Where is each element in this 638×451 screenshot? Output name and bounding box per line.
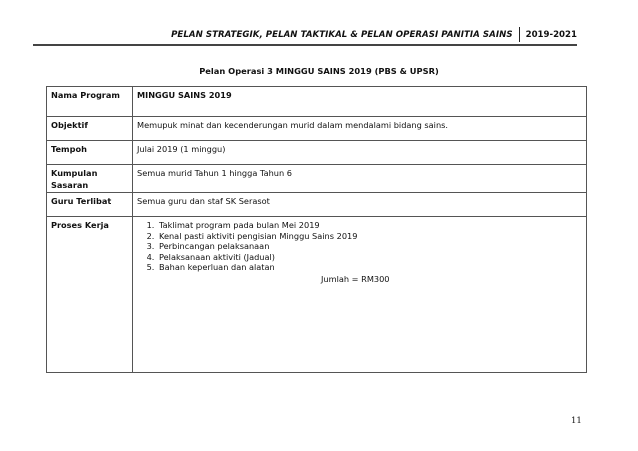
plan-table <box>46 86 587 373</box>
table-row <box>47 87 587 117</box>
total-cost: Jumlah = RM300 <box>321 273 390 284</box>
header-separator <box>519 27 520 42</box>
row-value: Semua murid Tahun 1 hingga Tahun 6 <box>133 165 587 193</box>
list-item: 5. Bahan keperluan dan alatan <box>157 262 582 273</box>
row-value: Julai 2019 (1 minggu) <box>133 141 587 165</box>
document-title: Pelan Operasi 3 MINGGU SAINS 2019 (PBS & UPSR) <box>199 66 439 76</box>
row-value: Memupuk minat dan kecenderungan murid dalam mendalami bidang sains. <box>133 117 587 141</box>
page-number: 11 <box>571 416 582 426</box>
row-label: Kumpulan Sasaran <box>47 165 133 193</box>
table-row <box>47 193 587 217</box>
list-item: 2. Kenal pasti aktiviti pengisian Minggu Sains 2019 <box>157 231 582 242</box>
process-steps-list <box>137 220 582 273</box>
table-row <box>47 141 587 165</box>
list-item: 4. Pelaksanaan aktiviti (Jadual) <box>157 252 582 263</box>
process-cell <box>133 217 587 373</box>
page-header <box>0 27 577 42</box>
header-years: 2019-2021 <box>525 29 577 40</box>
row-label: Tempoh <box>47 141 133 165</box>
row-label: Guru Terlibat <box>47 193 133 217</box>
table-row <box>47 165 587 193</box>
header-rule <box>33 44 577 46</box>
row-label: Nama Program <box>47 87 133 117</box>
header-title: PELAN STRATEGIK, PELAN TAKTIKAL & PELAN OPERASI PANITIA SAINS <box>171 29 513 40</box>
row-label: Proses Kerja <box>47 217 133 373</box>
row-label: Objektif <box>47 117 133 141</box>
row-value: MINGGU SAINS 2019 <box>133 87 587 117</box>
table-row <box>47 117 587 141</box>
row-value: Semua guru dan staf SK Serasot <box>133 193 587 217</box>
table-row <box>47 217 587 373</box>
list-item: 3. Perbincangan pelaksanaan <box>157 241 582 252</box>
list-item: 1. Taklimat program pada bulan Mei 2019 <box>157 220 582 231</box>
